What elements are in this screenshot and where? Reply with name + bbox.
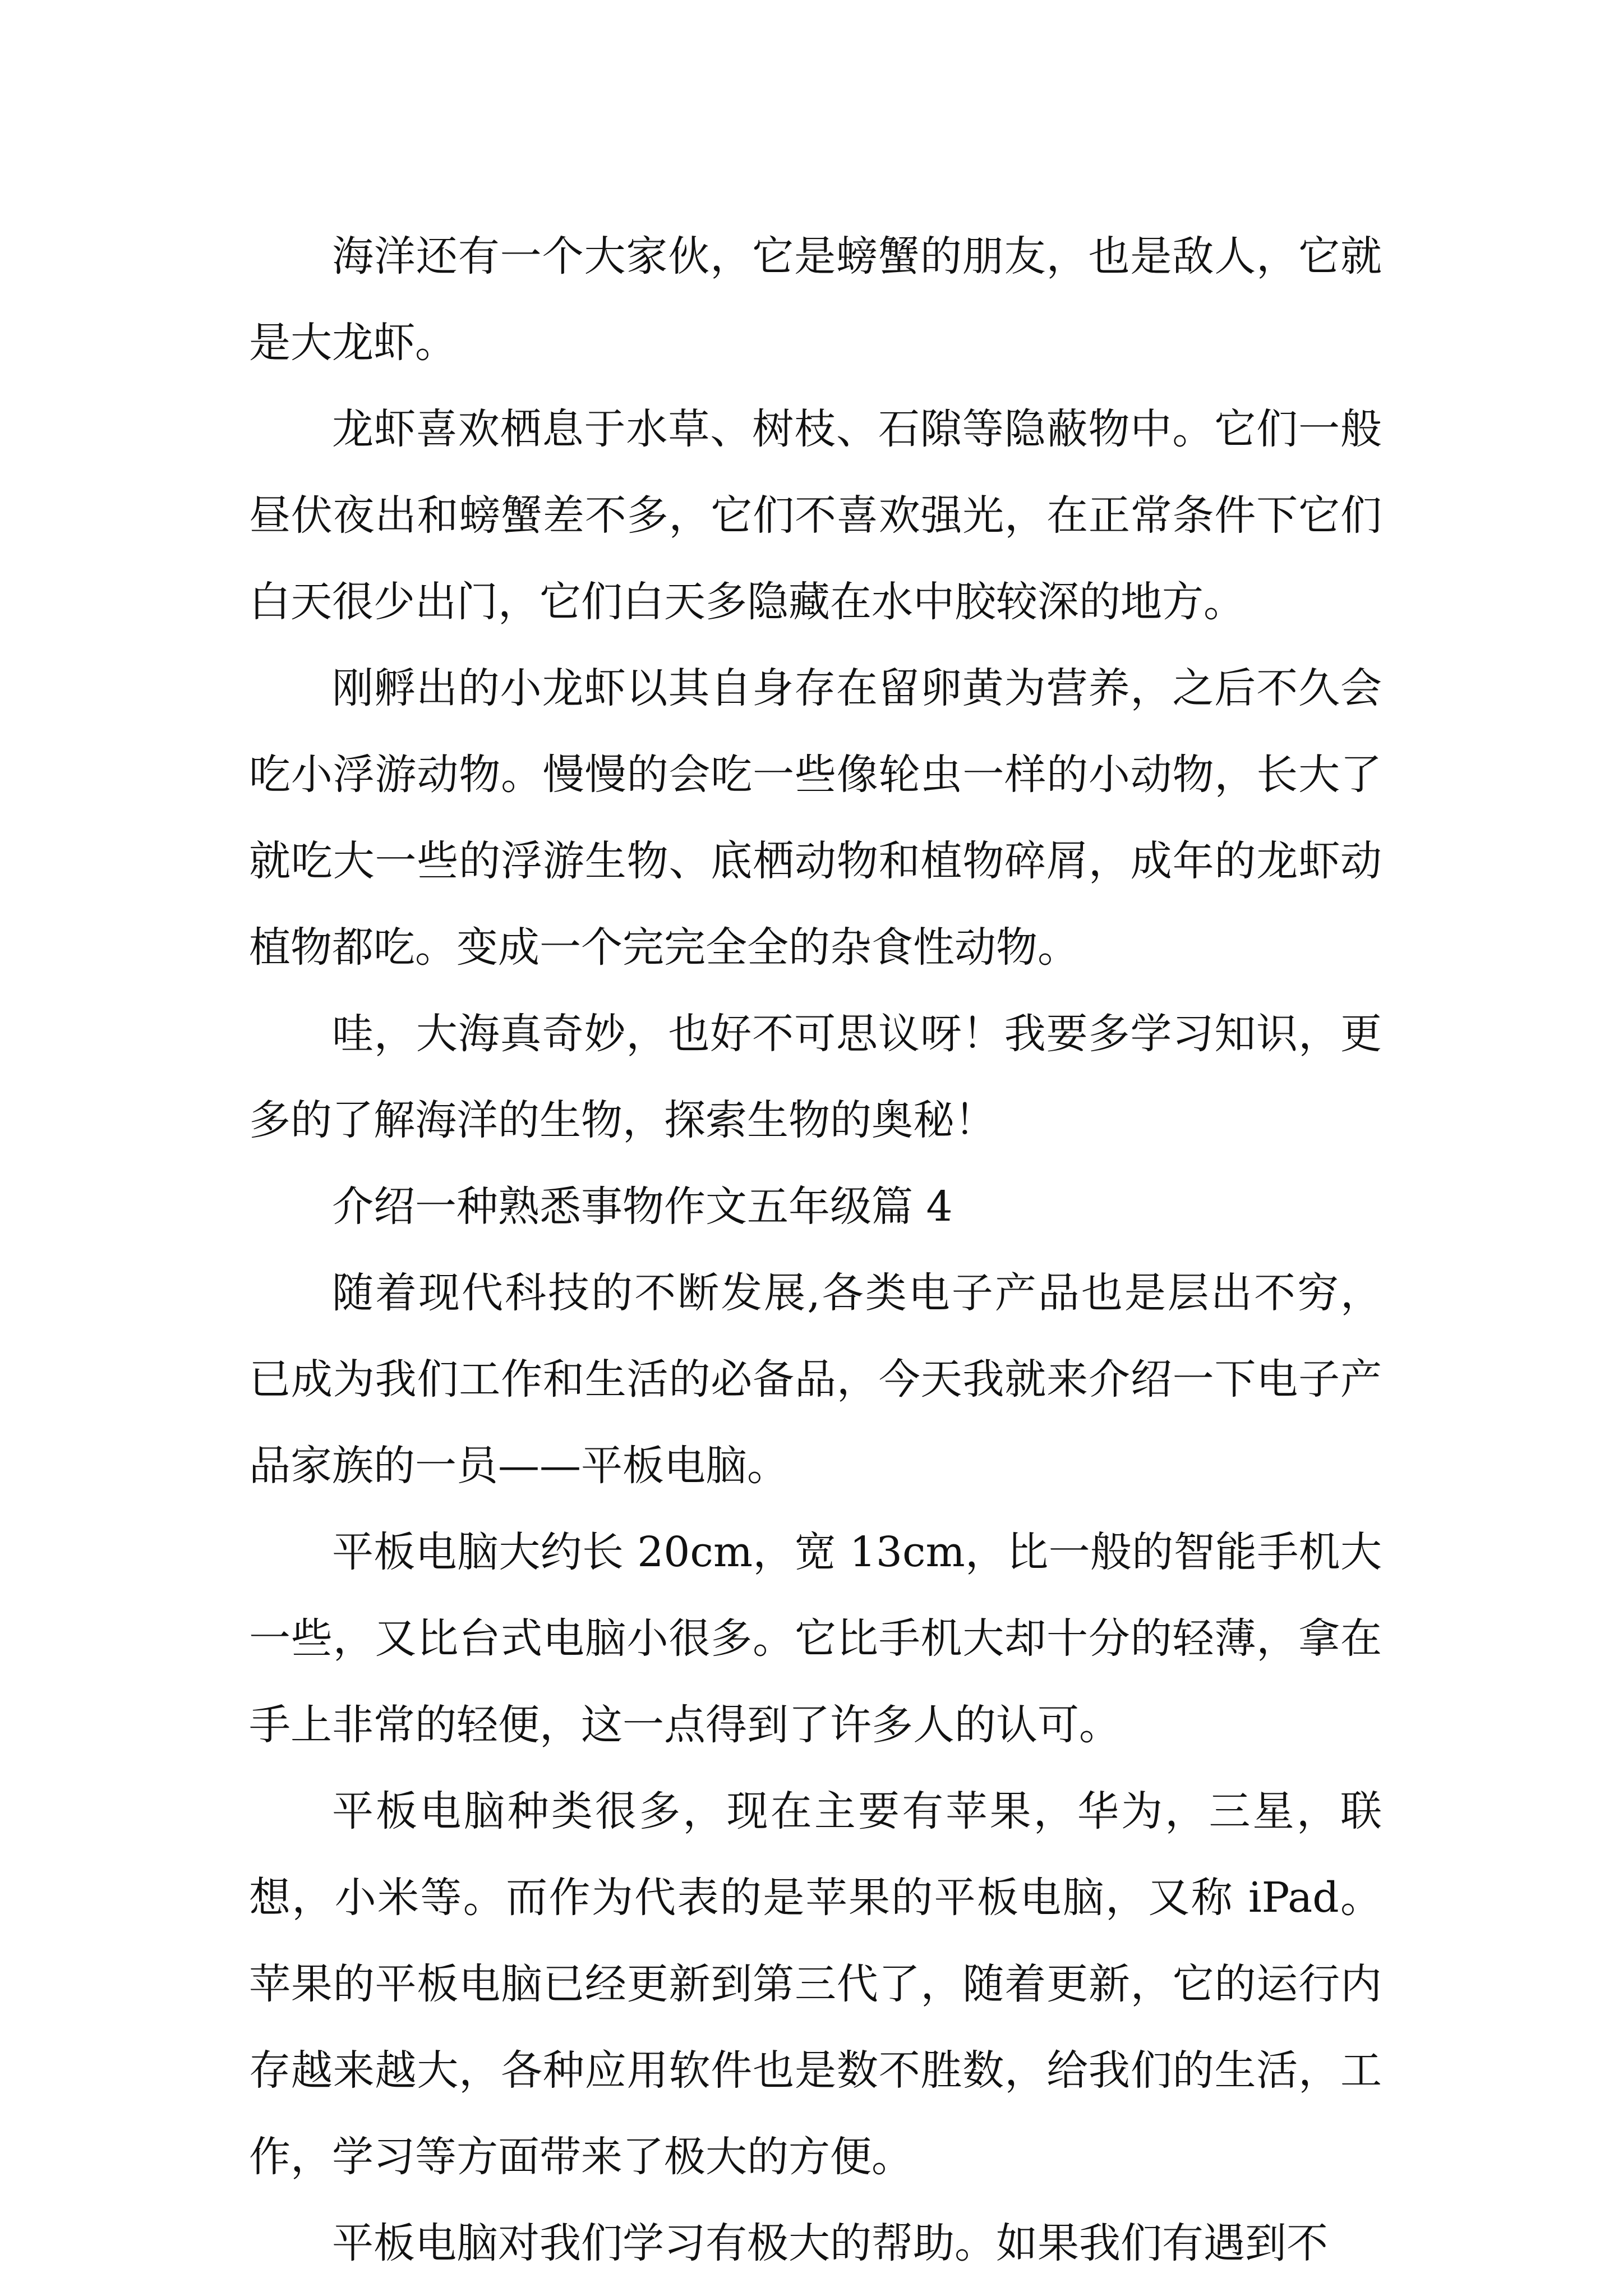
document-page [249,213,1382,2286]
paragraph-lobster-intro: 海洋还有一个大家伙，它是螃蟹的朋友，也是敌人，它就是大龙虾。 [249,232,1382,367]
paragraph-lobster-diet: 刚孵出的小龙虾以其自身存在留卵黄为营养，之后不久会吃小浮游动物。慢慢的会吃一些像轮虫一样的小动物，长大了就吃大一些的浮游生物、底栖动物和植物碎屑，成年的龙虾动植物都吃。变成一个完完全全的杂食性动物。 [249,664,1382,972]
paragraph-lobster-habitat: 龙虾喜欢栖息于水草、树枝、石隙等隐蔽物中。它们一般昼伏夜出和螃蟹差不多，它们不喜欢强光，在正常条件下它们白天很少出门，它们白天多隐藏在水中胶较深的地方。 [249,405,1382,626]
paragraph-tablet-size: 平板电脑大约长 20cm，宽 13cm，比一般的智能手机大一些，又比台式电脑小很多。它比手机大却十分的轻薄，拿在手上非常的轻便，这一点得到了许多人的认可。 [249,1528,1382,1749]
paragraph-ocean-conclusion: 哇，大海真奇妙，也好不可思议呀！我要多学习知识，更多的了解海洋的生物，探索生物的奥秘！ [249,1010,1382,1144]
paragraph-tablet-study: 平板电脑对我们学习有极大的帮助。如果我们有遇到不 [332,2219,1328,2267]
paragraph-tablet-intro: 随着现代科技的不断发展,各类电子产品也是层出不穷，已成为我们工作和生活的必备品，今天我就来介绍一下电子产品家族的一员——平板电脑。 [249,1269,1382,1490]
paragraph-tablet-brands: 平板电脑种类很多，现在主要有苹果，华为，三星，联想，小米等。而作为代表的是苹果的平板电脑，又称 iPad。苹果的平板电脑已经更新到第三代了，随着更新，它的运行内存越来越大，各种应用软件也是数不胜数，给我们的生活，工作，学习等方面带来了极大的方便。 [249,1787,1382,2181]
section-heading: 介绍一种熟悉事物作文五年级篇 4 [332,1182,953,1231]
